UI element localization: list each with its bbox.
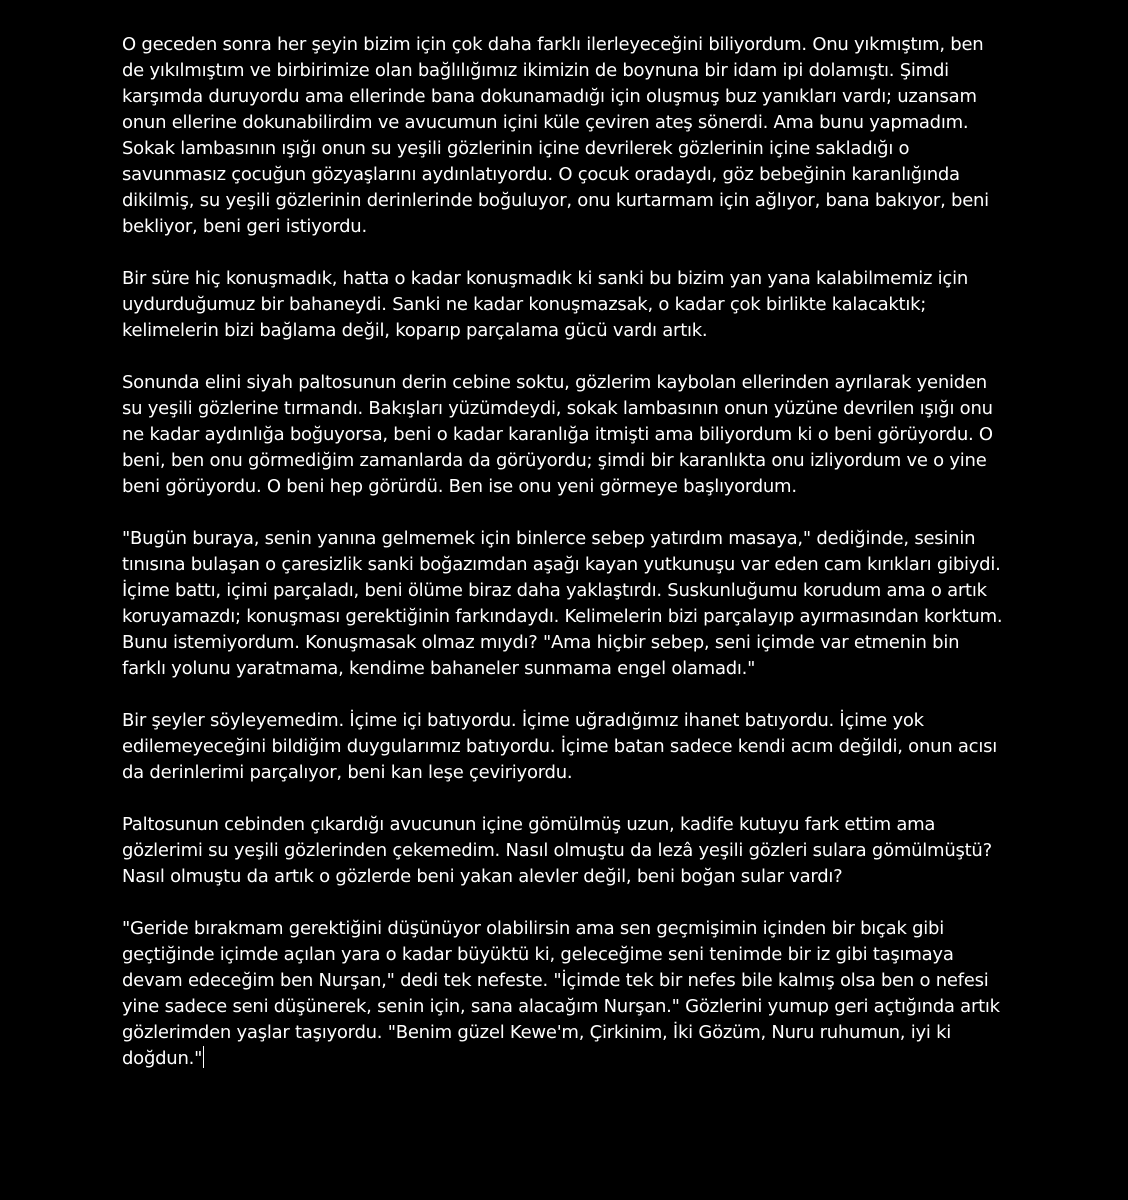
paragraph-3: Sonunda elini siyah paltosunun derin cebine soktu, gözlerim kaybolan ellerinden ayrılarak yeniden su yeşili gözlerine tırmandı. Bakışları yüzümdeydi, sokak lambasının onun yüzüne devrilen ışığı onu ne kadar aydınlığa boğuyorsa, beni o kadar karanlığa itmişti ama biliyordum ki o beni görüyordu. O beni, ben onu görmediğim zamanlarda da görüyordu; şimdi bir karanlıkta onu izliyordum ve o yine beni görüyordu. O beni hep görürdü. Ben ise onu yeni görmeye başlıyordum. xyxy=(122,372,993,497)
paragraph-6: Paltosunun cebinden çıkardığı avucunun içine gömülmüş uzun, kadife kutuyu fark ettim ama gözlerimi su yeşili gözlerinden çekemedim. Nasıl olmuştu da lezâ yeşili gözleri sulara gömülmüştü? Nasıl olmuştu da artık o gözlerde beni yakan alevler değil, beni boğan sular vardı? xyxy=(122,814,992,887)
story-text xyxy=(122,32,1006,1072)
text-cursor xyxy=(203,1046,204,1068)
paragraph-7[interactable] xyxy=(122,916,1006,1072)
paragraph-5: Bir şeyler söyleyemedim. İçime içi batıyordu. İçime uğradığımız ihanet batıyordu. İçime yok edilemeyeceğini bildiğim duygularımız batıyordu. İçime batan sadece kendi acım değildi, onun acısı da derinlerimi parçalıyor, beni kan leşe çeviriyordu. xyxy=(122,710,997,783)
paragraph-7-text: "Geride bırakmam gerektiğini düşünüyor olabilirsin ama sen geçmişimin içinden bir bıçak gibi geçtiğinde içimde açılan yara o kadar büyüktü ki, geleceğime seni tenimde bir iz gibi taşımaya devam edeceğim ben Nurşan," dedi tek nefeste. "İçimde tek bir nefes bile kalmış olsa ben o nefesi yine sadece seni düşünerek, senin için, sana alacağım Nurşan." Gözlerini yumup geri açtığında artık gözlerimden yaşlar taşıyordu. "Benim güzel Kewe'm, Çirkinim, İki Gözüm, Nuru ruhumun, iyi ki doğdun." xyxy=(122,918,1000,1069)
paragraph-4: "Bugün buraya, senin yanına gelmemek için binlerce sebep yatırdım masaya," dediğinde, sesinin tınısına bulaşan o çaresizlik sanki boğazımdan aşağı kayan yutkunuşu var eden cam kırıkları gibiydi. İçime battı, içimi parçaladı, beni ölüme biraz daha yaklaştırdı. Suskunluğumu korudum ama o artık koruyamazdı; konuşması gerektiğinin farkındaydı. Kelimelerin bizi parçalayıp ayırmasından korktum. Bunu istemiyordum. Konuşmasak olmaz mıydı? "Ama hiçbir sebep, seni içimde var etmenin bin farklı yolunu yaratmama, kendime bahaneler sunmama engel olamadı." xyxy=(122,528,1003,679)
paragraph-2: Bir süre hiç konuşmadık, hatta o kadar konuşmadık ki sanki bu bizim yan yana kalabilmemiz için uydurduğumuz bir bahaneydi. Sanki ne kadar konuşmazsak, o kadar çok birlikte kalacaktık; kelimelerin bizi bağlama değil, koparıp parçalama gücü vardı artık. xyxy=(122,268,968,341)
paragraph-1: O geceden sonra her şeyin bizim için çok daha farklı ilerleyeceğini biliyordum. Onu yıkmıştım, ben de yıkılmıştım ve birbirimize olan bağlılığımız ikimizin de boynuna bir idam ipi dolamıştı. Şimdi karşımda duruyordu ama ellerinde bana dokunamadığı için oluşmuş buz yanıkları vardı; uzansam onun ellerine dokunabilirdim ve avucumun içini küle çeviren ateş sönerdi. Ama bunu yapmadım. Sokak lambasının ışığı onun su yeşili gözlerinin içine devrilerek gözlerinin içine sakladığı o savunmasız çocuğun gözyaşlarını aydınlatıyordu. O çocuk oradaydı, göz bebeğinin karanlığında dikilmiş, su yeşili gözlerinin derinlerinde boğuluyor, onu kurtarmam için ağlıyor, bana bakıyor, beni bekliyor, beni geri istiyordu. xyxy=(122,34,989,237)
